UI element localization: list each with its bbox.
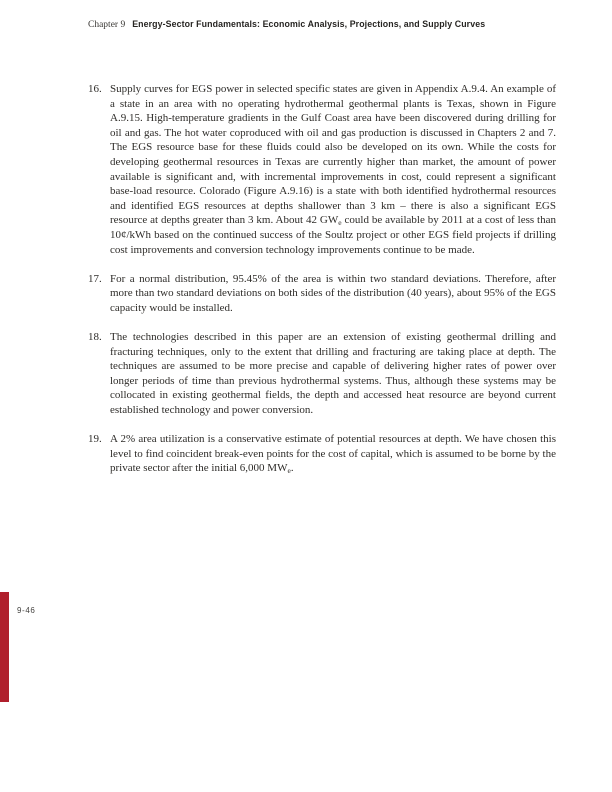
note-number: 18. [88,330,102,343]
running-header [88,14,558,32]
note-number: 16. [88,83,102,95]
note-text: Supply curves for EGS power in selected specific states are given in Appendix A.9.4. An example of a state in an area with no operating hydrothermal geothermal plants is Texas, shown in Figure A.9.15. High-temperature gradients in the Gulf Coast area have been discovered during drilling for oil and gas. The hot water coproduced with oil and gas production is discussed in Chapters 2 and 7. The EGS resource base for these fluids could also be developed on its own. While the costs for developing geothermal resources in Texas are currently higher than market, the amount of power available is significant and, with incremental improvements in cost, could represent a significant base-load resource. Colorado (Figure A.9.16) is a state with both identified hydrothermal resources and identified EGS resources at depths shallower than 3 km – there is also a significant EGS resource at depths greater than 3 km. About 42 $GW_e$ could be available by 2011 at a cost of less than 10¢/kWh based on the continued success of the Soultz project or other EGS field projects if drilling cost improvements and conversion technology improvements continue to be made. [110,83,556,256]
note-number: 19. [88,432,102,445]
note-item [88,272,556,316]
subscript: e [338,218,342,228]
note-item [88,330,556,418]
page-number: 9-46 [17,606,36,615]
subscript: e [287,466,291,476]
notes-list [88,82,556,490]
note-item [88,432,556,476]
note-text: The technologies described in this paper are an extension of existing geothermal drilling and fracturing techniques, only to the extent that drilling and fracturing are taking place at depth. The techniques are assumed to be more precise and capable of delivering higher rates of power over longer periods of time than previous hydrothermal systems. Thus, although these systems may be collocated in existing geothermal fields, the depth and accessed heat resource are beyond current established technology and power conversion. [110,330,556,416]
chapter-title: Energy-Sector Fundamentals: Economic Analysis, Projections, and Supply Curves [132,19,486,29]
chapter-label: Chapter 9 [88,20,126,30]
page-edge-accent-bar [0,592,9,702]
note-text: For a normal distribution, 95.45% of the area is within two standard deviations. Therefore, after more than two standard deviations on both sides of the distribution (40 years), about 95% of the EGS capacity would be installed. [110,272,556,314]
note-text: A 2% area utilization is a conservative estimate of potential resources at depth. We have chosen this level to find coincident break-even points for the cost of capital, which is assumed to be borne by the private sector after the initial 6,000 $MW_e$. [110,432,556,476]
note-number: 17. [88,272,102,285]
note-item [88,82,556,257]
